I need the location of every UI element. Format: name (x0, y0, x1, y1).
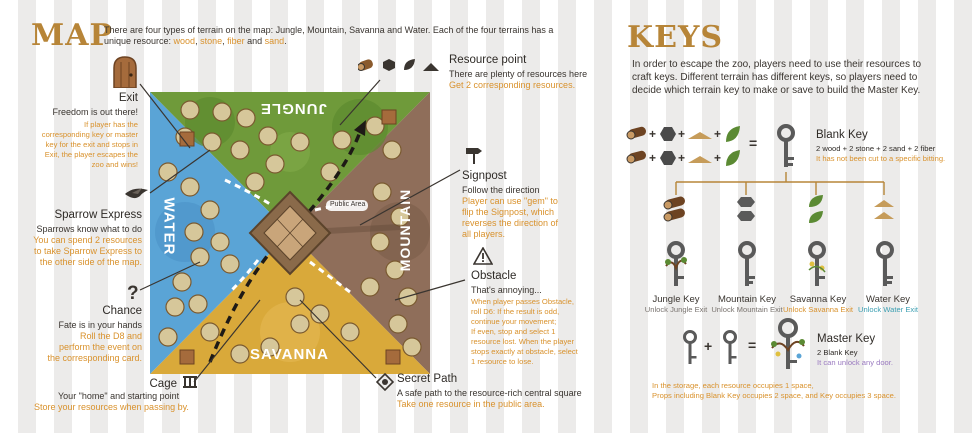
signpost-legend (462, 170, 582, 240)
wood-icon (627, 126, 647, 163)
blank-key-desc: It has not been cut to a specific bitting. (816, 154, 946, 163)
cage-title: Cage (149, 378, 177, 390)
chance-legend (40, 305, 142, 364)
savanna-label: SAVANNA (250, 346, 329, 363)
signpost-title: Signpost (462, 170, 507, 182)
master-key-recipe: 2 Blank Key (817, 348, 858, 357)
water-key-legend (852, 294, 924, 315)
obstacle-title: Obstacle (471, 270, 517, 282)
signpost-desc: Player can use "gem" to flip the Signpost, which reverses the direction of all players. (462, 196, 559, 239)
storage-note: In the storage, each resource occupies 1 space, Props including Blank Key occupies 2 space, and Key occupies 3 space. (652, 381, 896, 400)
sand-icon (422, 59, 440, 77)
blank-key-legend (816, 129, 976, 164)
wood-icon (662, 196, 690, 227)
sparrow-line1: Sparrows know what to do (36, 224, 142, 234)
mountain-key-title: Mountain Key (717, 294, 777, 305)
signpost-icon (464, 145, 484, 170)
secret-path-title: Secret Path (397, 373, 458, 385)
door-icon (112, 56, 138, 93)
fiber-icon (402, 58, 416, 77)
secret-path-legend (397, 373, 597, 410)
jungle-key-title: Jungle Key (652, 294, 700, 305)
cage-line1: Your "home" and starting point (58, 391, 180, 401)
sparrow-icon (124, 184, 150, 209)
obstacle-line1: That's annoying... (471, 285, 542, 295)
plus-sign: + (704, 338, 713, 354)
public-area-label: Public Area (330, 201, 366, 208)
resource-point-line1: There are plenty of resources here (449, 69, 588, 79)
sand-icon (872, 198, 896, 227)
master-key-legend (817, 333, 937, 368)
keys-intro: In order to escape the zoo, players need to use their resources to craft keys. Different terrain has different keys, so players need to decide which terrain key to make or save to build the Master Key. (632, 59, 922, 96)
cage-desc: Store your resources when passing by. (34, 402, 189, 412)
map-intro-line1: There are four types of terrain on the map: Jungle, Mountain, Savanna and Water. Each of the four terrains has a (104, 25, 554, 35)
resource-icons (358, 58, 440, 77)
stone-icon (736, 196, 756, 229)
mountain-label: MOUNTAIN (397, 188, 414, 272)
mountain-key-desc: Unlock Mountain Exit (711, 305, 783, 314)
svg-text:+: + (649, 127, 657, 141)
question-mark-icon: ? (127, 283, 139, 304)
wood-icon (358, 58, 376, 77)
keys-heading: KEYS (627, 20, 724, 55)
map-intro (104, 25, 614, 47)
mountain-key-legend (708, 294, 786, 315)
savanna-key-legend (780, 294, 856, 315)
stone-icon (382, 58, 396, 77)
blank-key-recipe-text: 2 wood + 2 stone + 2 sand + 2 fiber (816, 144, 936, 153)
obstacle-desc: When player passes Obstacle, roll D6: If the result is odd, continue your movement; If even, stop and select 1 resource lost. When the player stops exactly at obstacle, select 1 resource to lose. (471, 297, 578, 366)
sparrow-legend (18, 209, 142, 268)
exit-title: Exit (118, 92, 138, 104)
exit-legend (34, 92, 138, 170)
water-key-desc: Unlock Water Exit (857, 305, 919, 314)
secret-path-desc: Take one resource in the public area. (397, 399, 545, 409)
secret-path-icon (376, 373, 394, 396)
exit-desc: If player has the corresponding key or master key for the exit and stops in Exit, the player escapes the zoo and wins! (41, 120, 138, 169)
resource-sand-text: sand (264, 36, 285, 46)
map-intro-line2: unique resource: wood, stone, fiber and sand. (104, 36, 287, 46)
secret-path-line1: A safe path to the resource-rich central square (397, 388, 582, 398)
jungle-key-desc: Unlock Jungle Exit (644, 305, 708, 314)
equals-sign-master: = (748, 337, 757, 353)
chance-desc: Roll the D8 and perform the event on the corresponding card. (47, 331, 142, 363)
resource-wood-text: wood (173, 36, 196, 46)
blank-key-icon (680, 330, 700, 371)
svg-text:+: + (714, 127, 722, 141)
savanna-key-title: Savanna Key (789, 294, 847, 305)
blank-key-icon (773, 124, 799, 175)
jungle-label: JUNGLE (260, 100, 327, 117)
blank-key-title: Blank Key (816, 129, 868, 141)
blank-key-icon (720, 330, 740, 371)
svg-text:+: + (649, 151, 657, 165)
master-key-desc: It can unlock any door. (817, 358, 893, 367)
svg-text:+: + (678, 127, 686, 141)
sparrow-desc: You can spend 2 resources to take Sparrow Express to the other side of the map. (33, 235, 142, 267)
equals-sign: = (749, 135, 758, 151)
master-key-title: Master Key (817, 333, 876, 345)
svg-text:+: + (678, 151, 686, 165)
obstacle-legend (471, 270, 606, 367)
map-heading: MAP (31, 18, 114, 53)
blank-key-recipe (626, 124, 756, 175)
chance-title: Chance (102, 305, 142, 317)
exit-line1: Freedom is out there! (52, 107, 138, 117)
mountain-key-icon (734, 240, 760, 295)
resource-fiber-text: fiber (227, 36, 245, 46)
master-key-icon (766, 318, 810, 379)
game-board (150, 92, 430, 374)
sparrow-title: Sparrow Express (54, 209, 142, 221)
fiber-icon (806, 194, 826, 229)
resource-point-legend (449, 54, 609, 91)
signpost-line1: Follow the direction (462, 185, 540, 195)
savanna-key-icon (803, 240, 831, 295)
water-label: WATER (160, 197, 178, 256)
water-key-icon (872, 240, 898, 295)
savanna-key-desc: Unlock Savanna Exit (782, 305, 854, 314)
jungle-key-legend (640, 294, 712, 315)
resource-stone-text: stone (200, 36, 223, 46)
water-key-title: Water Key (866, 294, 910, 305)
resource-point-desc: Get 2 corresponding resources. (449, 80, 576, 90)
warning-icon (473, 247, 493, 270)
chance-line1: Fate is in your hands (58, 320, 142, 330)
resource-point-title: Resource point (449, 54, 527, 66)
jungle-key-icon (662, 240, 690, 295)
svg-text:+: + (714, 151, 722, 165)
